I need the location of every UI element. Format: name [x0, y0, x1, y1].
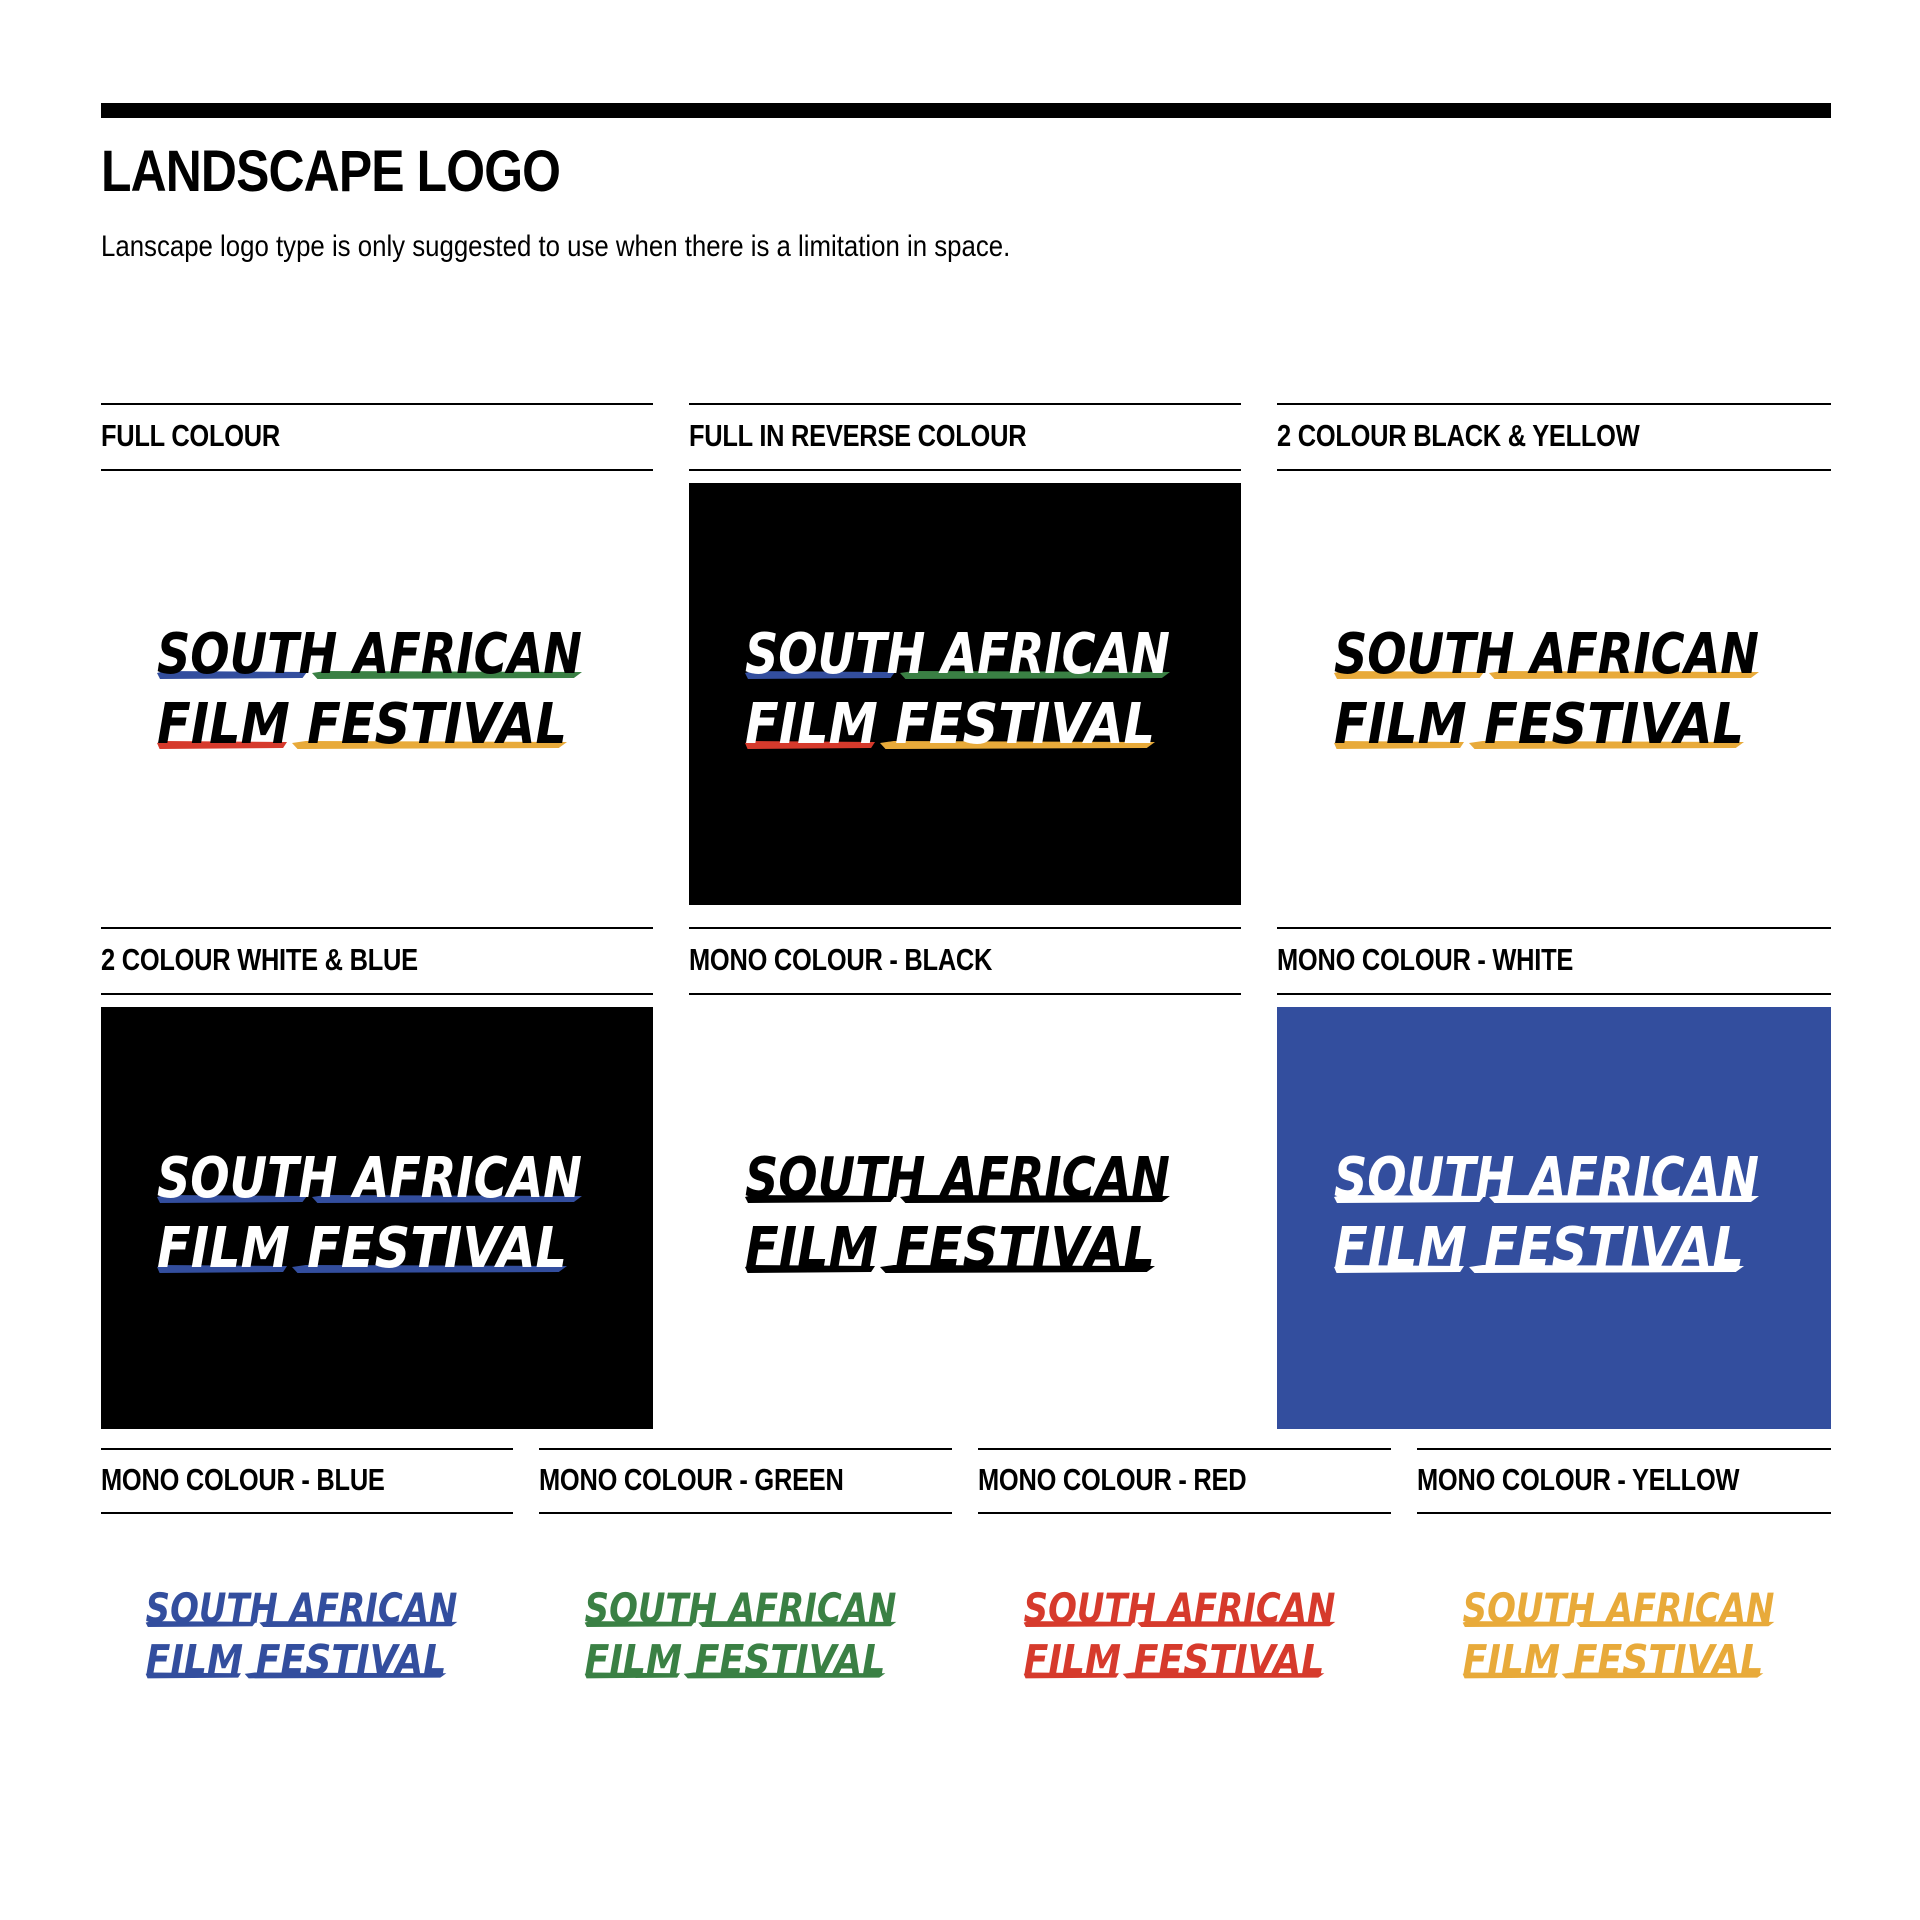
variant-header	[1277, 403, 1831, 471]
logo-line-2: FILM FESTIVAL	[1334, 692, 1744, 757]
top-rule	[101, 103, 1831, 118]
logo-panel	[1277, 483, 1831, 905]
variant-label: MONO COLOUR - BLACK	[689, 942, 993, 977]
logo-panel	[978, 1528, 1391, 1748]
variant-mono-red	[978, 1448, 1391, 1748]
festival-logo	[1459, 1583, 1789, 1693]
festival-logo	[745, 619, 1185, 769]
logo-line-1: SOUTH AFRICAN	[1334, 1146, 1759, 1211]
logo-line-1: SOUTH AFRICAN	[1334, 622, 1759, 687]
variant-mono-green	[539, 1448, 952, 1748]
logo-line-2: FILM FESTIVAL	[1462, 1635, 1764, 1684]
logo-line-1: SOUTH AFRICAN	[1462, 1584, 1775, 1633]
variant-header	[539, 1448, 952, 1514]
variant-header	[978, 1448, 1391, 1514]
variant-label: 2 COLOUR BLACK & YELLOW	[1277, 418, 1640, 453]
logo-line-1: SOUTH AFRICAN	[745, 1146, 1170, 1211]
logo-panel	[689, 483, 1241, 905]
variant-label: FULL COLOUR	[101, 418, 280, 453]
variant-2-colour-black-yellow	[1277, 403, 1831, 905]
logo-line-2: FILM FESTIVAL	[584, 1635, 886, 1684]
variant-label: MONO COLOUR - BLUE	[101, 1462, 385, 1497]
page-title: LANDSCAPE LOGO	[101, 139, 561, 204]
variant-label: 2 COLOUR WHITE & BLUE	[101, 942, 418, 977]
logo-panel	[101, 1528, 513, 1748]
variant-mono-white	[1277, 927, 1831, 1429]
logo-line-1: SOUTH AFRICAN	[145, 1584, 458, 1633]
logo-line-1: SOUTH AFRICAN	[584, 1584, 897, 1633]
variant-header	[689, 927, 1241, 995]
logo-line-1: SOUTH AFRICAN	[157, 622, 582, 687]
page-description: Lanscape logo type is only suggested to use when there is a limitation in space.	[101, 230, 1011, 263]
logo-panel	[539, 1528, 952, 1748]
logo-line-2: FILM FESTIVAL	[157, 1216, 567, 1281]
logo-line-2: FILM FESTIVAL	[1023, 1635, 1325, 1684]
variant-2-colour-white-blue	[101, 927, 653, 1429]
logo-line-2: FILM FESTIVAL	[745, 1216, 1155, 1281]
variant-header	[689, 403, 1241, 471]
logo-line-2: FILM FESTIVAL	[745, 692, 1155, 757]
variant-header	[101, 403, 653, 471]
logo-panel	[689, 1007, 1241, 1429]
festival-logo	[142, 1583, 472, 1693]
variant-mono-blue	[101, 1448, 513, 1748]
variant-label: MONO COLOUR - GREEN	[539, 1462, 844, 1497]
festival-logo	[157, 619, 597, 769]
logo-panel	[101, 483, 653, 905]
festival-logo	[581, 1583, 911, 1693]
variant-header	[101, 1448, 513, 1514]
logo-line-1: SOUTH AFRICAN	[157, 1146, 582, 1211]
festival-logo	[1334, 619, 1774, 769]
variant-full-reverse-colour	[689, 403, 1241, 905]
logo-panel	[101, 1007, 653, 1429]
variant-header	[101, 927, 653, 995]
variant-header	[1417, 1448, 1831, 1514]
variant-label: MONO COLOUR - RED	[978, 1462, 1247, 1497]
variant-label: MONO COLOUR - WHITE	[1277, 942, 1574, 977]
variant-header	[1277, 927, 1831, 995]
festival-logo	[1020, 1583, 1350, 1693]
logo-panel	[1417, 1528, 1831, 1748]
logo-panel	[1277, 1007, 1831, 1429]
logo-line-2: FILM FESTIVAL	[145, 1635, 447, 1684]
logo-line-1: SOUTH AFRICAN	[1023, 1584, 1336, 1633]
variant-label: FULL IN REVERSE COLOUR	[689, 418, 1027, 453]
logo-line-2: FILM FESTIVAL	[1334, 1216, 1744, 1281]
festival-logo	[1334, 1143, 1774, 1293]
logo-line-1: SOUTH AFRICAN	[745, 622, 1170, 687]
variant-mono-black	[689, 927, 1241, 1429]
variant-label: MONO COLOUR - YELLOW	[1417, 1462, 1740, 1497]
variant-full-colour	[101, 403, 653, 905]
logo-line-2: FILM FESTIVAL	[157, 692, 567, 757]
festival-logo	[157, 1143, 597, 1293]
variant-mono-yellow	[1417, 1448, 1831, 1748]
festival-logo	[745, 1143, 1185, 1293]
